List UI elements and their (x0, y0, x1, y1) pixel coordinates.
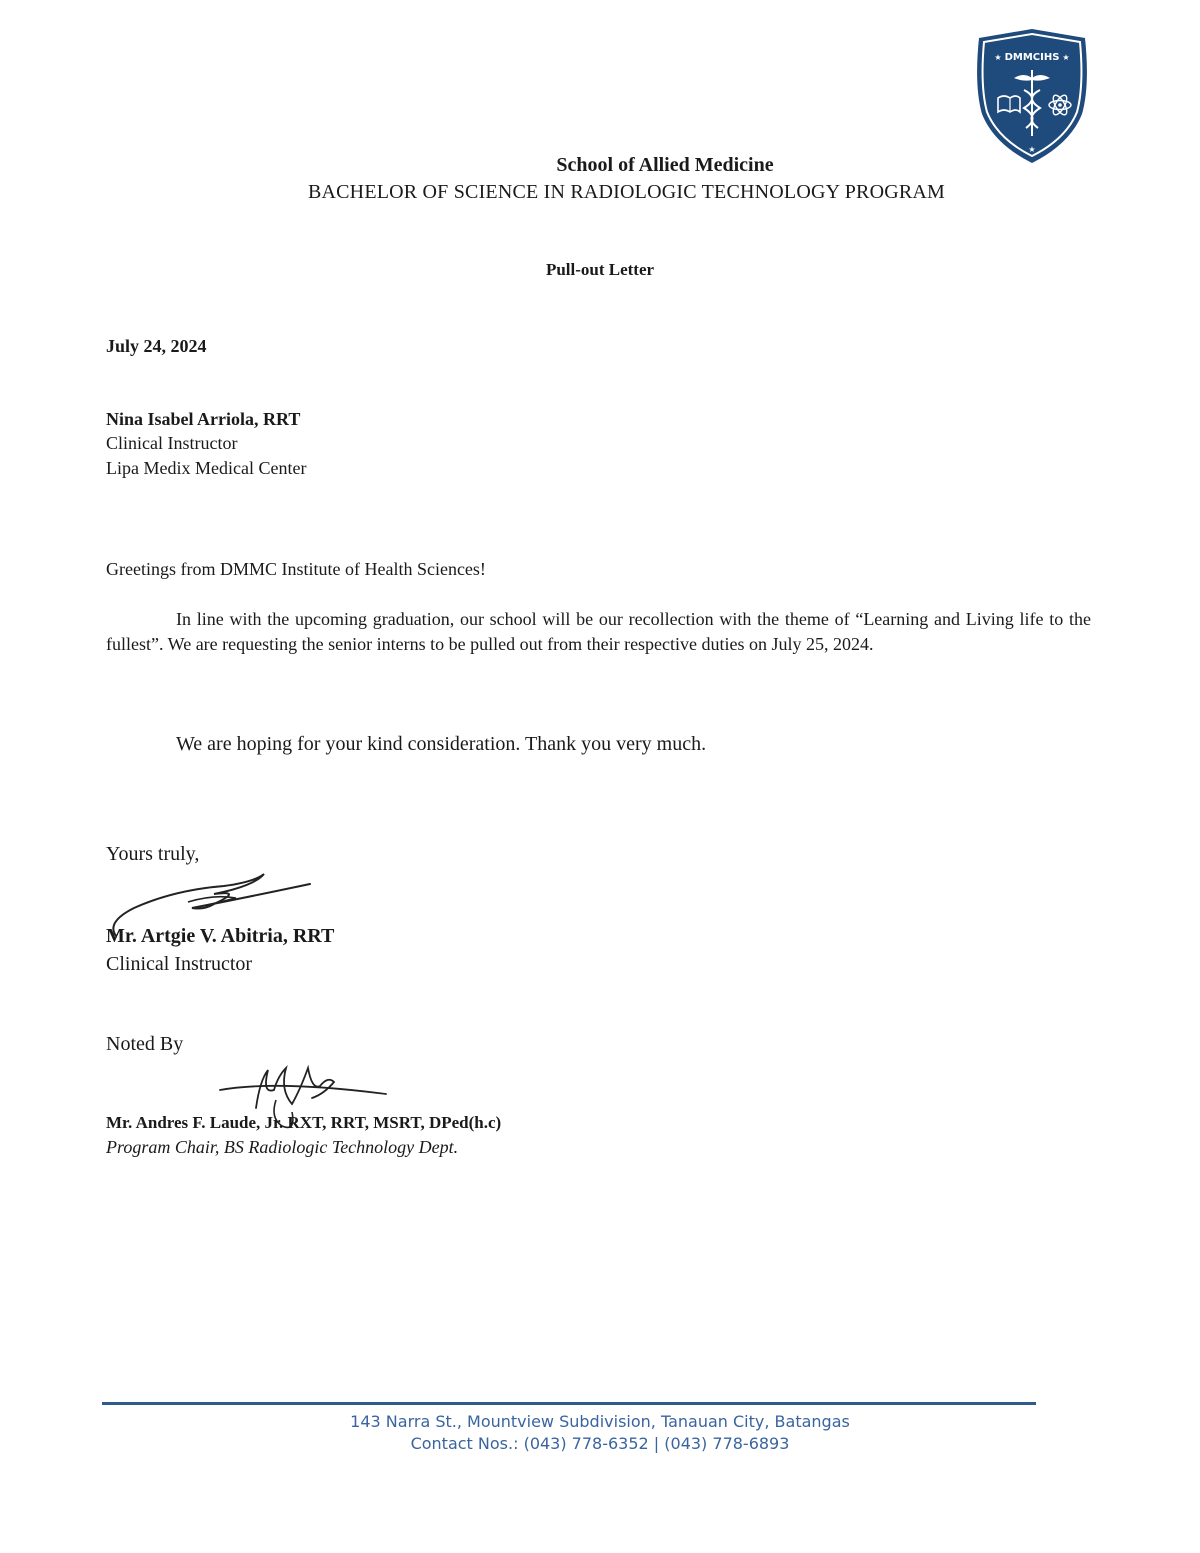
footer-address: 143 Narra St., Mountview Subdivision, Tanauan City, Batangas (350, 1412, 850, 1431)
footer-divider (102, 1402, 1036, 1405)
recipient-name: Nina Isabel Arriola, RRT (106, 409, 301, 429)
svg-text:★: ★ (1062, 53, 1070, 62)
recipient-position: Clinical Instructor (106, 433, 238, 453)
signatory-name: Mr. Artgie V. Abitria, RRT (106, 925, 335, 947)
greeting: Greetings from DMMC Institute of Health Sciences! (106, 559, 486, 579)
svg-text:★: ★ (1028, 145, 1036, 154)
footer-contact: Contact Nos.: (043) 778-6352 | (043) 778-6893 (410, 1434, 790, 1453)
letter-title: Pull-out Letter (545, 260, 655, 279)
school-name: School of Allied Medicine (556, 154, 774, 176)
closing-paragraph: We are hoping for your kind consideration. Thank you very much. (176, 733, 707, 755)
signatory-title: Clinical Instructor (106, 953, 253, 975)
noted-by-title: Program Chair, BS Radiologic Technology Dept. (106, 1137, 459, 1157)
recipient-organization: Lipa Medix Medical Center (106, 458, 307, 478)
logo-text: DMMCIHS (1004, 52, 1060, 63)
svg-text:★: ★ (994, 53, 1002, 62)
dmmcihs-shield-logo-icon (972, 26, 1092, 166)
letter-date: July 24, 2024 (106, 336, 207, 356)
program-name: BACHELOR OF SCIENCE IN RADIOLOGIC TECHNOLOGY PROGRAM (307, 181, 946, 203)
letter-body: In line with the upcoming graduation, our school will be our recollection with the theme of “Learning and Living life to the fullest”. We are requesting the senior interns to be pulled out from their respective duties on July 25, 2024. (106, 609, 1091, 654)
noted-by-name: Mr. Andres F. Laude, Jr. RXT, RRT, MSRT, DPed(h.c) (106, 1113, 502, 1132)
noted-by-label: Noted By (106, 1033, 184, 1055)
sign-off: Yours truly, (106, 843, 200, 865)
